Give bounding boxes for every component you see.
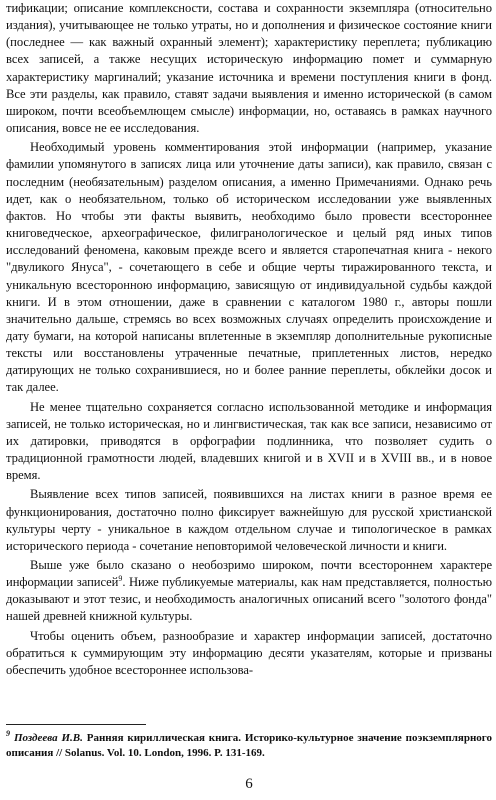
footnote-text: Ранняя кириллическая книга. Историко-культурное значение поэкземплярного описания // Solanus. Vol. 10. London, 1996. P. 131-169. [6, 732, 492, 759]
paragraph-5-text: Выше уже было сказано о необозримо широком, почти всестороннем характере информации записей [6, 558, 492, 590]
document-page [6, 0, 492, 800]
paragraph-5-text-after: . Ниже публикуемые материалы, как нам представляется, полностью доказывают и этот тезис, и необходимость аналогичных описаний всего "золотого фонда" нашей древней книжной культуры. [6, 575, 492, 624]
body-text [6, 0, 492, 679]
page-number: 6 [245, 776, 253, 792]
paragraph-4: Выявление всех типов записей, появившихся на листах книги в разное время ее функционирования, достаточно полно фиксирует важнейшую для русской христианской культуры черту - уникальное в каждом отдельном случае и типологическое в рамках исторического периода - сочетание неповторимой человеческой личности и книги. [6, 487, 492, 553]
paragraph-6: Чтобы оценить объем, разнообразие и характер информации записей, достаточно обратиться к суммирующим эту информацию десяти указателям, которые и призваны обеспечить удобное всестороннее использова- [6, 628, 492, 677]
footnote-number: 9 [6, 729, 10, 739]
footnote [6, 731, 492, 761]
paragraph-5 [6, 557, 492, 626]
paragraph-1: тификации; описание комплексности, состава и сохранности экземпляра (относительно издания), учитывающее не только утраты, но и дополнения и физическое состояние книги (последнее — как важный охранный элемент); характеристику переплета; публикацию всех записей, а также несущих историческую информацию помет и суммарную характеристику маргиналий; указание источника и времени поступления книги в фонд. Все эти разделы, как правило, ставят задачи выявления и именно исторической (в самом широком, почти всеобъемлющем смысле) информации, но, оставаясь в рамках научного описания, вовсе не ее исследования. [6, 1, 492, 136]
paragraph-2: Необходимый уровень комментирования этой информации (например, указание фамилии упомянутого в записях лица или уточнение даты записи), как правило, связан с последним (необязательным) разделом описания, а именно Примечаниями. Однако речь идет, как о необязательном, только об историческом исследовании уже выявленных фактов. Но чтобы эти факты выявить, необходимо было провести всестороннее книговедческое, археографическое, филигранологическое и целый ряд иных типов исследований феномена, каковым прежде всего и является старопечатная книга - некого "двуликого Януса", - сочетающего в себе и общие черты тиражированного текста, и уникальную всесторонною информацию, зависящую от индивидуальной судьбы каждой книги. И в этом отношении, даже в сравнении с каталогом 1980 г., авторы пошли значительно дальше, стремясь во всех возможных случаях определить происхождение и дату бумаги, на которой написаны вплетенные в экземпляр дополнительные рукописные тексты или восстановлены утраченные печатные, приплетенных листов, нередко датирующих не только сохранившиеся, но и более ранние переплеты, обклейки досок и так далее. [6, 140, 492, 395]
footnote-divider [6, 724, 146, 725]
footnote-reference[interactable]: 9 [118, 573, 123, 583]
paragraph-3: Не менее тщательно сохраняется согласно использованной методике и информация записей, не только историческая, но и лингвистическая, так как все записи, независимо от их датировки, приводятся в орфографии подлинника, что позволяет судить о традиционной грамотности людей, владевших книгой и в XVII и в XVIII вв., и в новое время. [6, 399, 492, 483]
footnote-author: Поздеева И.В. [14, 732, 83, 744]
